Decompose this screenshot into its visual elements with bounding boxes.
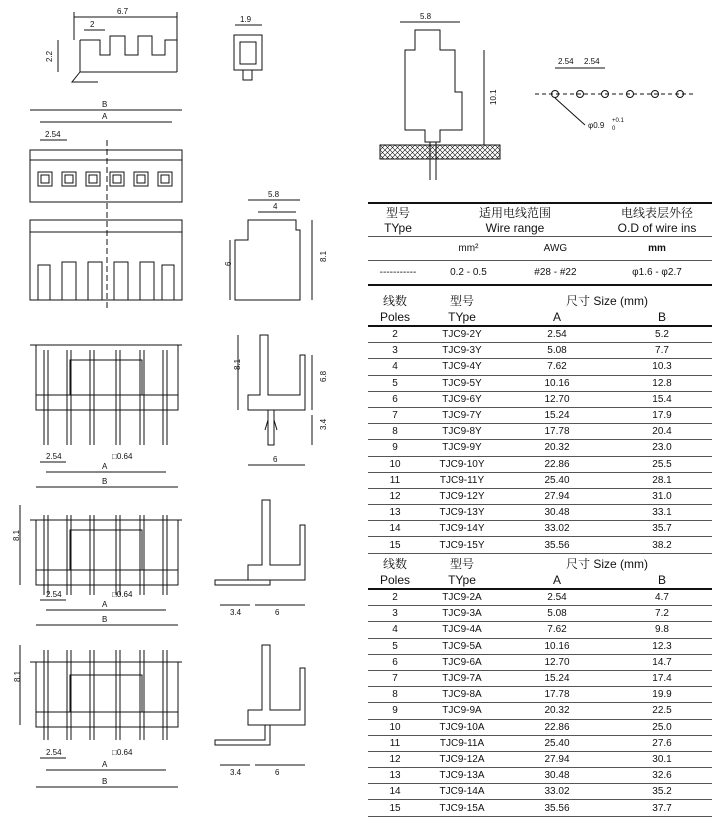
y-series-table	[368, 292, 712, 554]
a-row	[368, 735, 712, 751]
a-col-a: A	[502, 572, 612, 589]
y-row	[368, 472, 712, 488]
y-cell-poles: 9	[368, 440, 422, 456]
a-cell-dim-b: 7.2	[612, 606, 712, 622]
dim-top-pitch: 2	[90, 20, 95, 29]
y-cell-dim-a: 33.02	[502, 521, 612, 537]
y-row	[368, 440, 712, 456]
y-cell-type: TJC9-13Y	[422, 505, 502, 521]
a-cell-type: TJC9-11A	[422, 735, 502, 751]
straight-header-side	[233, 335, 328, 465]
a-row	[368, 654, 712, 670]
right-angle-side-2	[215, 645, 305, 777]
dim-sh-b: B	[102, 477, 108, 486]
a-cell-poles: 10	[368, 719, 422, 735]
y-cell-type: TJC9-11Y	[422, 472, 502, 488]
terminal-side-view	[234, 15, 262, 80]
dim-side-w: 1.9	[240, 15, 252, 24]
y-cell-dim-b: 10.3	[612, 359, 712, 375]
dim-sh-a: A	[102, 462, 108, 471]
a-cell-dim-b: 4.7	[612, 589, 712, 606]
wire-type-cn: 型号	[385, 206, 410, 220]
right-angle-side-1	[215, 500, 305, 617]
y-cell-dim-b: 28.1	[612, 472, 712, 488]
y-cell-dim-b: 35.7	[612, 521, 712, 537]
dim-ra2-h: 8.1	[13, 670, 22, 682]
wire-range-cn: 适用电线范围	[478, 206, 551, 220]
dim-housing-pitch: 2.54	[45, 130, 61, 139]
dim-ra1-pitch: 2.54	[46, 590, 62, 599]
a-cell-dim-b: 22.5	[612, 703, 712, 719]
y-row	[368, 505, 712, 521]
a-cell-poles: 12	[368, 751, 422, 767]
a-row	[368, 589, 712, 606]
a-row	[368, 703, 712, 719]
y-cell-type: TJC9-15Y	[422, 537, 502, 553]
right-angle-header-front-2	[13, 645, 182, 787]
a-cell-type: TJC9-14A	[422, 784, 502, 800]
a-cell-dim-a: 22.86	[502, 719, 612, 735]
y-cell-poles: 10	[368, 456, 422, 472]
a-cell-poles: 4	[368, 622, 422, 638]
dim-housing-b: B	[102, 100, 108, 109]
y-cell-poles: 8	[368, 424, 422, 440]
a-cell-type: TJC9-7A	[422, 670, 502, 686]
a-cell-dim-b: 14.7	[612, 654, 712, 670]
y-cell-dim-b: 20.4	[612, 424, 712, 440]
a-cell-dim-a: 5.08	[502, 606, 612, 622]
a-cell-dim-b: 37.7	[612, 800, 712, 816]
y-poles-cn: 线数	[382, 294, 407, 308]
dim-ra1-pin: □0.64	[112, 590, 133, 599]
a-cell-dim-a: 10.16	[502, 638, 612, 654]
y-cell-poles: 2	[368, 326, 422, 343]
dim-ra2-a: A	[102, 760, 108, 769]
a-cell-type: TJC9-2A	[422, 589, 502, 606]
y-row	[368, 326, 712, 343]
dim-hs-w2: 4	[273, 202, 278, 211]
a-cell-poles: 13	[368, 768, 422, 784]
y-cell-type: TJC9-7Y	[422, 407, 502, 423]
straight-header-front	[30, 345, 182, 487]
y-cell-dim-b: 33.1	[612, 505, 712, 521]
y-cell-dim-a: 10.16	[502, 375, 612, 391]
a-cell-type: TJC9-15A	[422, 800, 502, 816]
a-cell-type: TJC9-4A	[422, 622, 502, 638]
y-poles-en: Poles	[368, 309, 422, 326]
y-cell-type: TJC9-3Y	[422, 343, 502, 359]
a-type-cn: 型号	[449, 557, 474, 571]
a-cell-poles: 5	[368, 638, 422, 654]
a-cell-type: TJC9-3A	[422, 606, 502, 622]
y-col-a: A	[502, 309, 612, 326]
y-row	[368, 456, 712, 472]
a-cell-dim-a: 15.24	[502, 670, 612, 686]
dim-ra2-b: B	[102, 777, 108, 786]
a-cell-dim-b: 12.3	[612, 638, 712, 654]
y-row	[368, 424, 712, 440]
a-row	[368, 784, 712, 800]
y-cell-dim-b: 15.4	[612, 391, 712, 407]
a-row	[368, 622, 712, 638]
a-row	[368, 670, 712, 686]
y-cell-poles: 7	[368, 407, 422, 423]
y-cell-dim-a: 27.94	[502, 488, 612, 504]
y-row	[368, 359, 712, 375]
y-cell-poles: 5	[368, 375, 422, 391]
a-series-table	[368, 555, 712, 817]
y-cell-dim-a: 22.86	[502, 456, 612, 472]
y-cell-type: TJC9-2Y	[422, 326, 502, 343]
dim-ra2-pinlen: 3.4	[230, 768, 242, 777]
a-cell-dim-a: 7.62	[502, 622, 612, 638]
y-cell-dim-b: 12.8	[612, 375, 712, 391]
a-cell-poles: 9	[368, 703, 422, 719]
wire-range-table	[368, 202, 712, 286]
range-awg: #28 - #22	[534, 267, 577, 278]
a-poles-en: Poles	[368, 572, 422, 589]
pcb-hole-layout	[535, 57, 695, 132]
y-cell-poles: 12	[368, 488, 422, 504]
a-cell-poles: 15	[368, 800, 422, 816]
dim-ra1-b: B	[102, 615, 108, 624]
dim-ra1-h: 8.1	[12, 529, 21, 541]
dim-housing-a: A	[102, 112, 108, 121]
dim-mount-h: 10.1	[489, 89, 498, 105]
wire-type-en: TYpe	[384, 221, 412, 235]
a-cell-dim-b: 17.4	[612, 670, 712, 686]
housing-front-view	[30, 100, 182, 310]
y-cell-dim-b: 7.7	[612, 343, 712, 359]
a-cell-dim-b: 25.0	[612, 719, 712, 735]
y-cell-poles: 4	[368, 359, 422, 375]
a-cell-dim-a: 17.78	[502, 687, 612, 703]
y-cell-dim-a: 17.78	[502, 424, 612, 440]
a-cell-dim-a: 25.40	[502, 735, 612, 751]
a-cell-dim-a: 30.48	[502, 768, 612, 784]
y-cell-poles: 11	[368, 472, 422, 488]
y-type-cn: 型号	[449, 294, 474, 308]
a-cell-poles: 7	[368, 670, 422, 686]
pcb-mounted-view	[380, 12, 500, 180]
y-cell-type: TJC9-10Y	[422, 456, 502, 472]
y-cell-dim-a: 7.62	[502, 359, 612, 375]
y-cell-dim-a: 15.24	[502, 407, 612, 423]
a-cell-dim-b: 19.9	[612, 687, 712, 703]
a-cell-dim-a: 27.94	[502, 751, 612, 767]
y-size-label: 尺寸 Size (mm)	[566, 294, 648, 308]
a-cell-type: TJC9-6A	[422, 654, 502, 670]
a-cell-type: TJC9-5A	[422, 638, 502, 654]
y-cell-poles: 6	[368, 391, 422, 407]
a-cell-type: TJC9-9A	[422, 703, 502, 719]
a-cell-poles: 2	[368, 589, 422, 606]
dim-hs-w: 5.8	[268, 190, 280, 199]
a-cell-dim-a: 2.54	[502, 589, 612, 606]
dim-ss-w: 6	[273, 455, 278, 464]
dim-sh-pin: □0.64	[112, 452, 133, 461]
a-cell-poles: 8	[368, 687, 422, 703]
dim-ra2-pin: □0.64	[112, 748, 133, 757]
y-cell-dim-b: 38.2	[612, 537, 712, 553]
dim-hole: φ0.9	[588, 121, 605, 130]
y-cell-type: TJC9-9Y	[422, 440, 502, 456]
a-cell-type: TJC9-8A	[422, 687, 502, 703]
y-cell-poles: 3	[368, 343, 422, 359]
a-cell-poles: 14	[368, 784, 422, 800]
a-row	[368, 768, 712, 784]
a-cell-type: TJC9-12A	[422, 751, 502, 767]
a-cell-dim-a: 20.32	[502, 703, 612, 719]
a-row	[368, 687, 712, 703]
a-cell-dim-b: 32.6	[612, 768, 712, 784]
range-od: φ1.6 - φ2.7	[632, 267, 682, 278]
range-mm2: 0.2 - 0.5	[450, 267, 487, 278]
y-type-en: TYpe	[422, 309, 502, 326]
a-cell-dim-b: 35.2	[612, 784, 712, 800]
a-cell-poles: 6	[368, 654, 422, 670]
dim-pcb-p2: 2.54	[584, 57, 600, 66]
a-row	[368, 800, 712, 816]
y-row	[368, 375, 712, 391]
wire-od-cn: 电线表层外径	[620, 206, 693, 220]
y-cell-type: TJC9-6Y	[422, 391, 502, 407]
dim-ss-pin: 3.4	[319, 418, 328, 430]
dim-top-w: 6.7	[117, 7, 129, 16]
dim-hole-tol-plus: +0.1	[612, 118, 624, 124]
a-row	[368, 606, 712, 622]
y-cell-poles: 13	[368, 505, 422, 521]
a-size-label: 尺寸 Size (mm)	[566, 557, 648, 571]
y-cell-dim-a: 12.70	[502, 391, 612, 407]
unit-mm: mm	[648, 243, 666, 254]
wire-range-en: Wire range	[485, 221, 545, 235]
y-cell-type: TJC9-5Y	[422, 375, 502, 391]
y-cell-dim-a: 2.54	[502, 326, 612, 343]
a-row	[368, 751, 712, 767]
a-row	[368, 719, 712, 735]
y-cell-dim-b: 25.5	[612, 456, 712, 472]
y-cell-poles: 15	[368, 537, 422, 553]
y-cell-type: TJC9-4Y	[422, 359, 502, 375]
y-cell-dim-a: 20.32	[502, 440, 612, 456]
y-row	[368, 521, 712, 537]
y-row	[368, 407, 712, 423]
dim-ss-h1: 8.1	[233, 358, 242, 370]
y-cell-dim-a: 35.56	[502, 537, 612, 553]
y-cell-type: TJC9-12Y	[422, 488, 502, 504]
y-col-b: B	[612, 309, 712, 326]
a-cell-dim-a: 33.02	[502, 784, 612, 800]
dim-sh-pitch: 2.54	[46, 452, 62, 461]
a-poles-cn: 线数	[382, 557, 407, 571]
dim-ra1-a: A	[102, 600, 108, 609]
y-cell-dim-b: 31.0	[612, 488, 712, 504]
right-angle-header-front-1	[12, 505, 182, 625]
y-cell-dim-b: 23.0	[612, 440, 712, 456]
y-cell-dim-a: 25.40	[502, 472, 612, 488]
y-cell-dim-b: 5.2	[612, 326, 712, 343]
y-cell-poles: 14	[368, 521, 422, 537]
dim-mount-w: 5.8	[420, 12, 432, 21]
dim-hs-h2: 8.1	[319, 250, 328, 262]
y-row	[368, 343, 712, 359]
y-cell-dim-a: 5.08	[502, 343, 612, 359]
y-cell-dim-a: 30.48	[502, 505, 612, 521]
dim-hole-tol-minus: 0	[612, 126, 616, 132]
y-cell-type: TJC9-8Y	[422, 424, 502, 440]
a-cell-dim-b: 30.1	[612, 751, 712, 767]
a-row	[368, 638, 712, 654]
housing-side-view	[224, 190, 328, 300]
a-cell-type: TJC9-13A	[422, 768, 502, 784]
a-cell-poles: 3	[368, 606, 422, 622]
dim-hs-h1: 6	[224, 261, 233, 266]
a-cell-type: TJC9-10A	[422, 719, 502, 735]
dim-top-h: 2.2	[45, 50, 54, 62]
wire-od-en: O.D of wire ins	[617, 221, 697, 235]
y-row	[368, 488, 712, 504]
dim-ra2-w: 6	[275, 768, 280, 777]
a-type-en: TYpe	[422, 572, 502, 589]
y-cell-type: TJC9-14Y	[422, 521, 502, 537]
terminal-top-view	[45, 7, 177, 82]
dim-ra1-pinlen: 3.4	[230, 608, 242, 617]
a-cell-dim-a: 35.56	[502, 800, 612, 816]
dim-ra2-pitch: 2.54	[46, 748, 62, 757]
a-cell-poles: 11	[368, 735, 422, 751]
a-cell-dim-b: 9.8	[612, 622, 712, 638]
a-cell-dim-b: 27.6	[612, 735, 712, 751]
dim-ra1-w: 6	[275, 608, 280, 617]
dim-ss-h2: 6.8	[319, 370, 328, 382]
y-row	[368, 537, 712, 553]
y-cell-dim-b: 17.9	[612, 407, 712, 423]
unit-mm2: mm²	[458, 243, 479, 254]
dim-pcb-p1: 2.54	[558, 57, 574, 66]
a-cell-dim-a: 12.70	[502, 654, 612, 670]
a-col-b: B	[612, 572, 712, 589]
wire-dash: -----------	[379, 267, 417, 278]
y-row	[368, 391, 712, 407]
unit-awg: AWG	[543, 243, 568, 254]
